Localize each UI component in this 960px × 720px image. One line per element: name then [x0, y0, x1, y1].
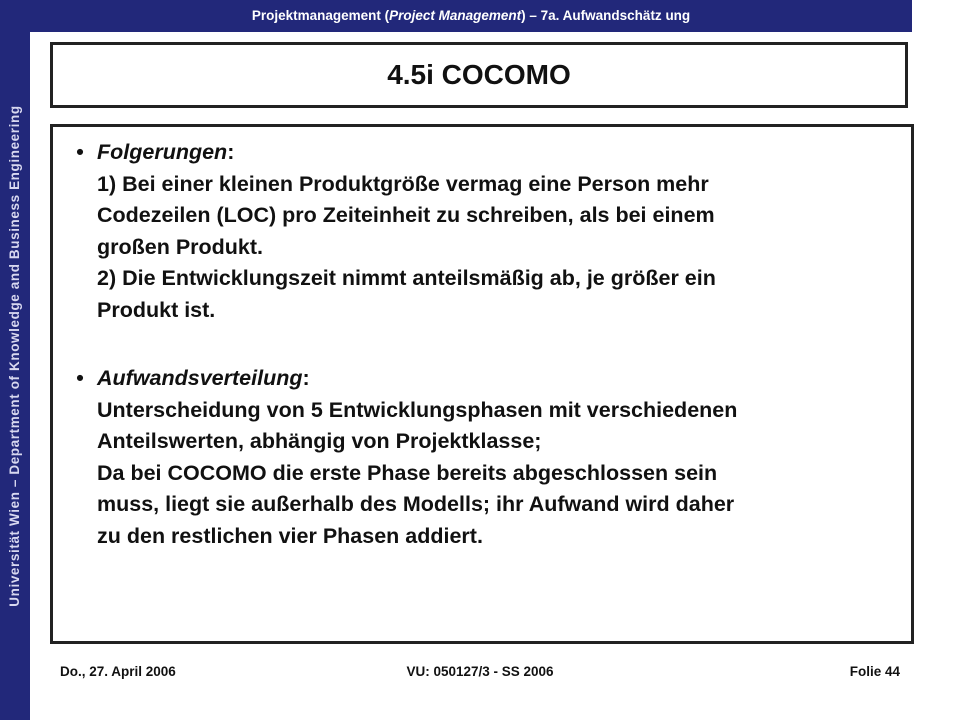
bullet-heading	[97, 363, 903, 395]
bullet-line: großen Produkt.	[97, 234, 264, 259]
bullet-line: 2) Die Entwicklungszeit nimmt anteilsmäßig ab, je größer ein	[97, 266, 716, 290]
footer-date: Do., 27. April 2006	[60, 664, 176, 679]
bullet-item-folgerungen	[63, 137, 903, 326]
bullet-line: 1) Bei einer kleinen Produktgröße vermag eine Person mehr	[97, 171, 709, 196]
footer-slide-number: Folie 44	[849, 664, 900, 679]
header-bar	[30, 0, 912, 32]
header-title-italic: Project Management	[389, 8, 522, 23]
bullet-line: Da bei COCOMO die erste Phase bereits abgeschlossen sein	[97, 460, 718, 485]
bullet-line: Anteilswerten, abhängig von Projektklasse;	[97, 429, 542, 453]
bullet-line: Produkt ist.	[97, 297, 216, 322]
bullet-line: Codezeilen (LOC) pro Zeiteinheit zu schreiben, als bei einem	[97, 203, 715, 227]
slide-title: 4.5i COCOMO	[387, 59, 571, 90]
header-title	[30, 8, 912, 23]
bullet-term: Aufwandsverteilung	[97, 366, 303, 390]
bullet-line: zu den restlichen vier Phasen addiert.	[97, 523, 483, 548]
bullet-term-colon: :	[302, 366, 310, 390]
slide-title-box	[50, 42, 908, 108]
slide-content-box	[50, 124, 914, 644]
footer-course: VU: 050127/3 - SS 2006	[406, 664, 554, 679]
bullet-term-colon: :	[227, 140, 235, 164]
bullet-line: muss, liegt sie außerhalb des Modells; ihr Aufwand wird daher	[97, 492, 735, 516]
bullet-term: Folgerungen	[97, 140, 228, 164]
bullet-body	[97, 137, 903, 326]
bullet-body	[97, 363, 903, 552]
bullet-line: Unterscheidung von 5 Entwicklungsphasen mit verschiedenen	[97, 397, 738, 422]
bullet-item-aufwandsverteilung	[63, 363, 903, 552]
side-bar-text: Universität Wien – Department of Knowledge and Business Engineering	[7, 105, 22, 607]
bullet-marker: •	[76, 366, 84, 390]
bullet-heading	[97, 137, 903, 169]
header-title-suffix: ) – 7a. Aufwandschätz ung	[521, 8, 691, 23]
bullet-marker: •	[76, 140, 84, 164]
header-title-prefix: Projektmanagement (	[251, 8, 390, 23]
